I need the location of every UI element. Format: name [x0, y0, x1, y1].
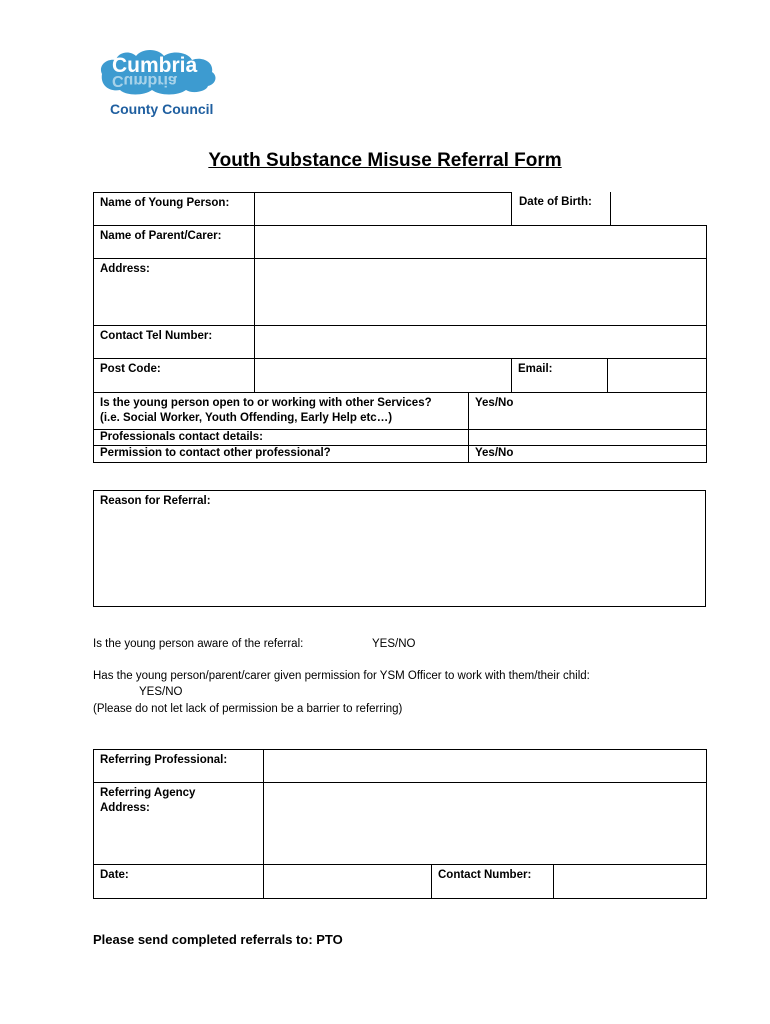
reason-for-referral-table	[93, 490, 706, 607]
contact-tel-field[interactable]	[255, 326, 707, 359]
date-field[interactable]	[264, 865, 432, 899]
aware-question: Is the young person aware of the referral:	[93, 638, 304, 650]
referring-agency-address-field[interactable]	[264, 783, 707, 865]
referring-professional-field[interactable]	[264, 750, 707, 783]
date-of-birth-label-cell	[511, 192, 611, 225]
other-services-label-line2: (i.e. Social Worker, Youth Offending, Early Help etc…)	[100, 412, 393, 424]
professionals-contact-label: Professionals contact details:	[94, 430, 469, 446]
post-code-field[interactable]	[255, 359, 512, 393]
contact-number-field[interactable]	[554, 865, 707, 899]
dob-group	[511, 192, 706, 225]
contact-number-label: Contact Number:	[432, 865, 554, 899]
post-code-label: Post Code:	[94, 359, 255, 393]
consent-question: Has the young person/parent/carer given permission for YSM Officer to work with them/their child:	[93, 670, 590, 682]
reason-for-referral-field[interactable]	[94, 491, 706, 607]
consent-note: (Please do not let lack of permission be a barrier to referring)	[93, 703, 403, 715]
send-referrals-instruction: Please send completed referrals to: PTO	[93, 932, 343, 947]
parent-carer-label: Name of Parent/Carer:	[94, 226, 255, 259]
professionals-contact-field[interactable]	[469, 430, 707, 446]
logo-county-council-text: County Council	[110, 101, 214, 117]
reason-for-referral-label: Reason for Referral:	[100, 495, 211, 507]
email-label: Email:	[512, 359, 608, 393]
logo-graphic	[96, 44, 226, 122]
cumbria-county-council-logo	[96, 44, 226, 122]
contact-tel-label: Contact Tel Number:	[94, 326, 255, 359]
permission-contact-answer[interactable]: Yes/No	[469, 446, 707, 463]
address-field[interactable]	[255, 259, 707, 326]
referring-professional-label: Referring Professional:	[94, 750, 264, 783]
consent-answer[interactable]: YES/NO	[139, 686, 183, 698]
svg-text:Cumbria: Cumbria	[112, 54, 198, 77]
date-label: Date:	[94, 865, 264, 899]
other-services-answer[interactable]: Yes/No	[469, 393, 707, 430]
referring-agency-label-line2: Address:	[100, 802, 150, 814]
other-services-question	[94, 393, 469, 430]
other-services-label-line1: Is the young person open to or working with other Services?	[100, 397, 432, 409]
page-title: Youth Substance Misuse Referral Form	[208, 150, 562, 171]
svg-text:Cumbria: Cumbria	[112, 72, 177, 89]
parent-carer-field[interactable]	[255, 226, 707, 259]
referring-agency-label-line1: Referring Agency	[100, 787, 196, 799]
referrer-details-table	[93, 749, 707, 899]
aware-answer[interactable]: YES/NO	[372, 638, 416, 650]
email-field[interactable]	[608, 359, 707, 393]
date-of-birth-label-text: Date of Birth:	[519, 196, 592, 208]
permission-contact-label: Permission to contact other professional?	[94, 446, 469, 463]
address-label: Address:	[94, 259, 255, 326]
referring-agency-label	[94, 783, 264, 865]
name-of-young-person-label: Name of Young Person:	[94, 193, 255, 226]
young-person-details-table	[93, 192, 707, 463]
date-of-birth-field[interactable]	[610, 192, 706, 225]
